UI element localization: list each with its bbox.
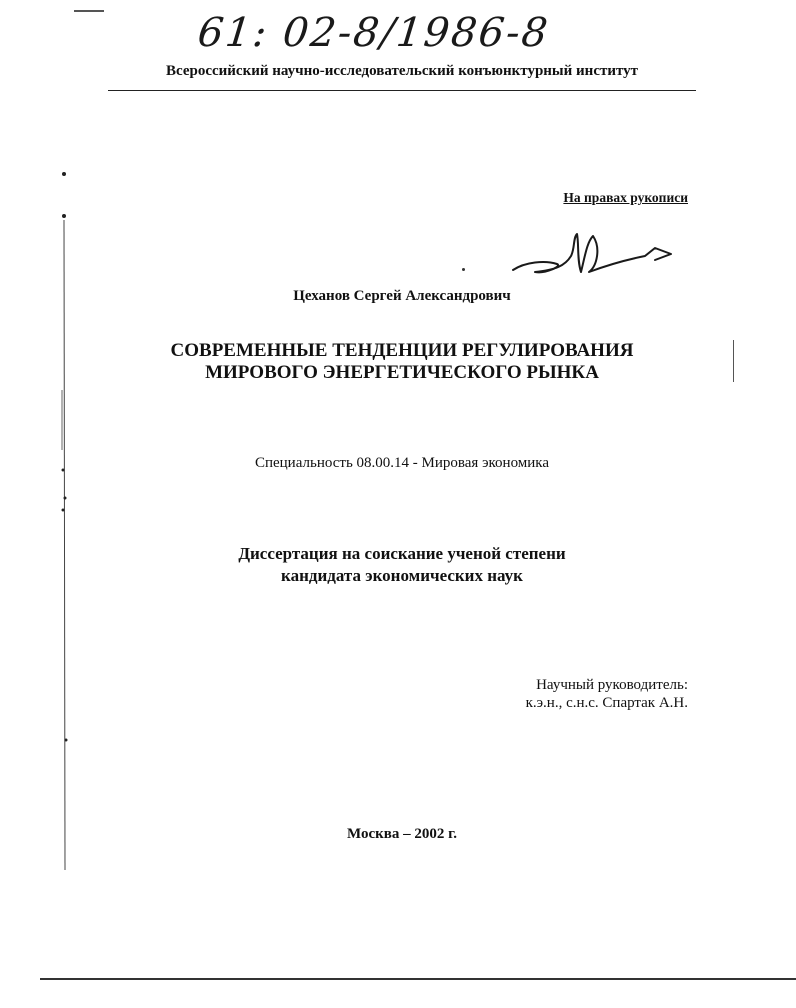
title-line-1: СОВРЕМЕННЫЕ ТЕНДЕНЦИИ РЕГУЛИРОВАНИЯ xyxy=(170,340,634,361)
supervisor-block xyxy=(430,676,688,712)
scan-artifact-top xyxy=(74,10,104,12)
scan-dot xyxy=(462,268,465,271)
dissertation-title xyxy=(108,340,696,384)
header-rule xyxy=(108,90,696,91)
supervisor-label: Научный руководитель: xyxy=(536,677,688,693)
handwritten-archive-number: 61: 02-8/1986-8 xyxy=(195,10,552,56)
specialty-line: Специальность 08.00.14 - Мировая экономика xyxy=(254,455,550,471)
supervisor-name: к.э.н., с.н.с. Спартак А.Н. xyxy=(525,695,688,711)
scan-artifact-right xyxy=(733,340,734,382)
city-year: Москва – 2002 г. xyxy=(347,826,457,842)
institute-name: Всероссийский научно-исследовательский конъюнктурный институт xyxy=(165,63,639,79)
author-signature xyxy=(505,226,685,282)
rights-note: На правах рукописи xyxy=(563,190,688,205)
degree-line-2: кандидата экономических наук xyxy=(281,566,523,585)
title-line-2: МИРОВОГО ЭНЕРГЕТИЧЕСКОГО РЫНКА xyxy=(205,362,599,383)
scan-artifact-left-edge xyxy=(56,150,76,870)
degree-line-1: Диссертация на соискание ученой степени xyxy=(238,544,566,563)
scan-artifact-bottom xyxy=(40,978,796,980)
author-name: Цеханов Сергей Александрович xyxy=(293,288,511,304)
degree-statement xyxy=(108,543,696,587)
